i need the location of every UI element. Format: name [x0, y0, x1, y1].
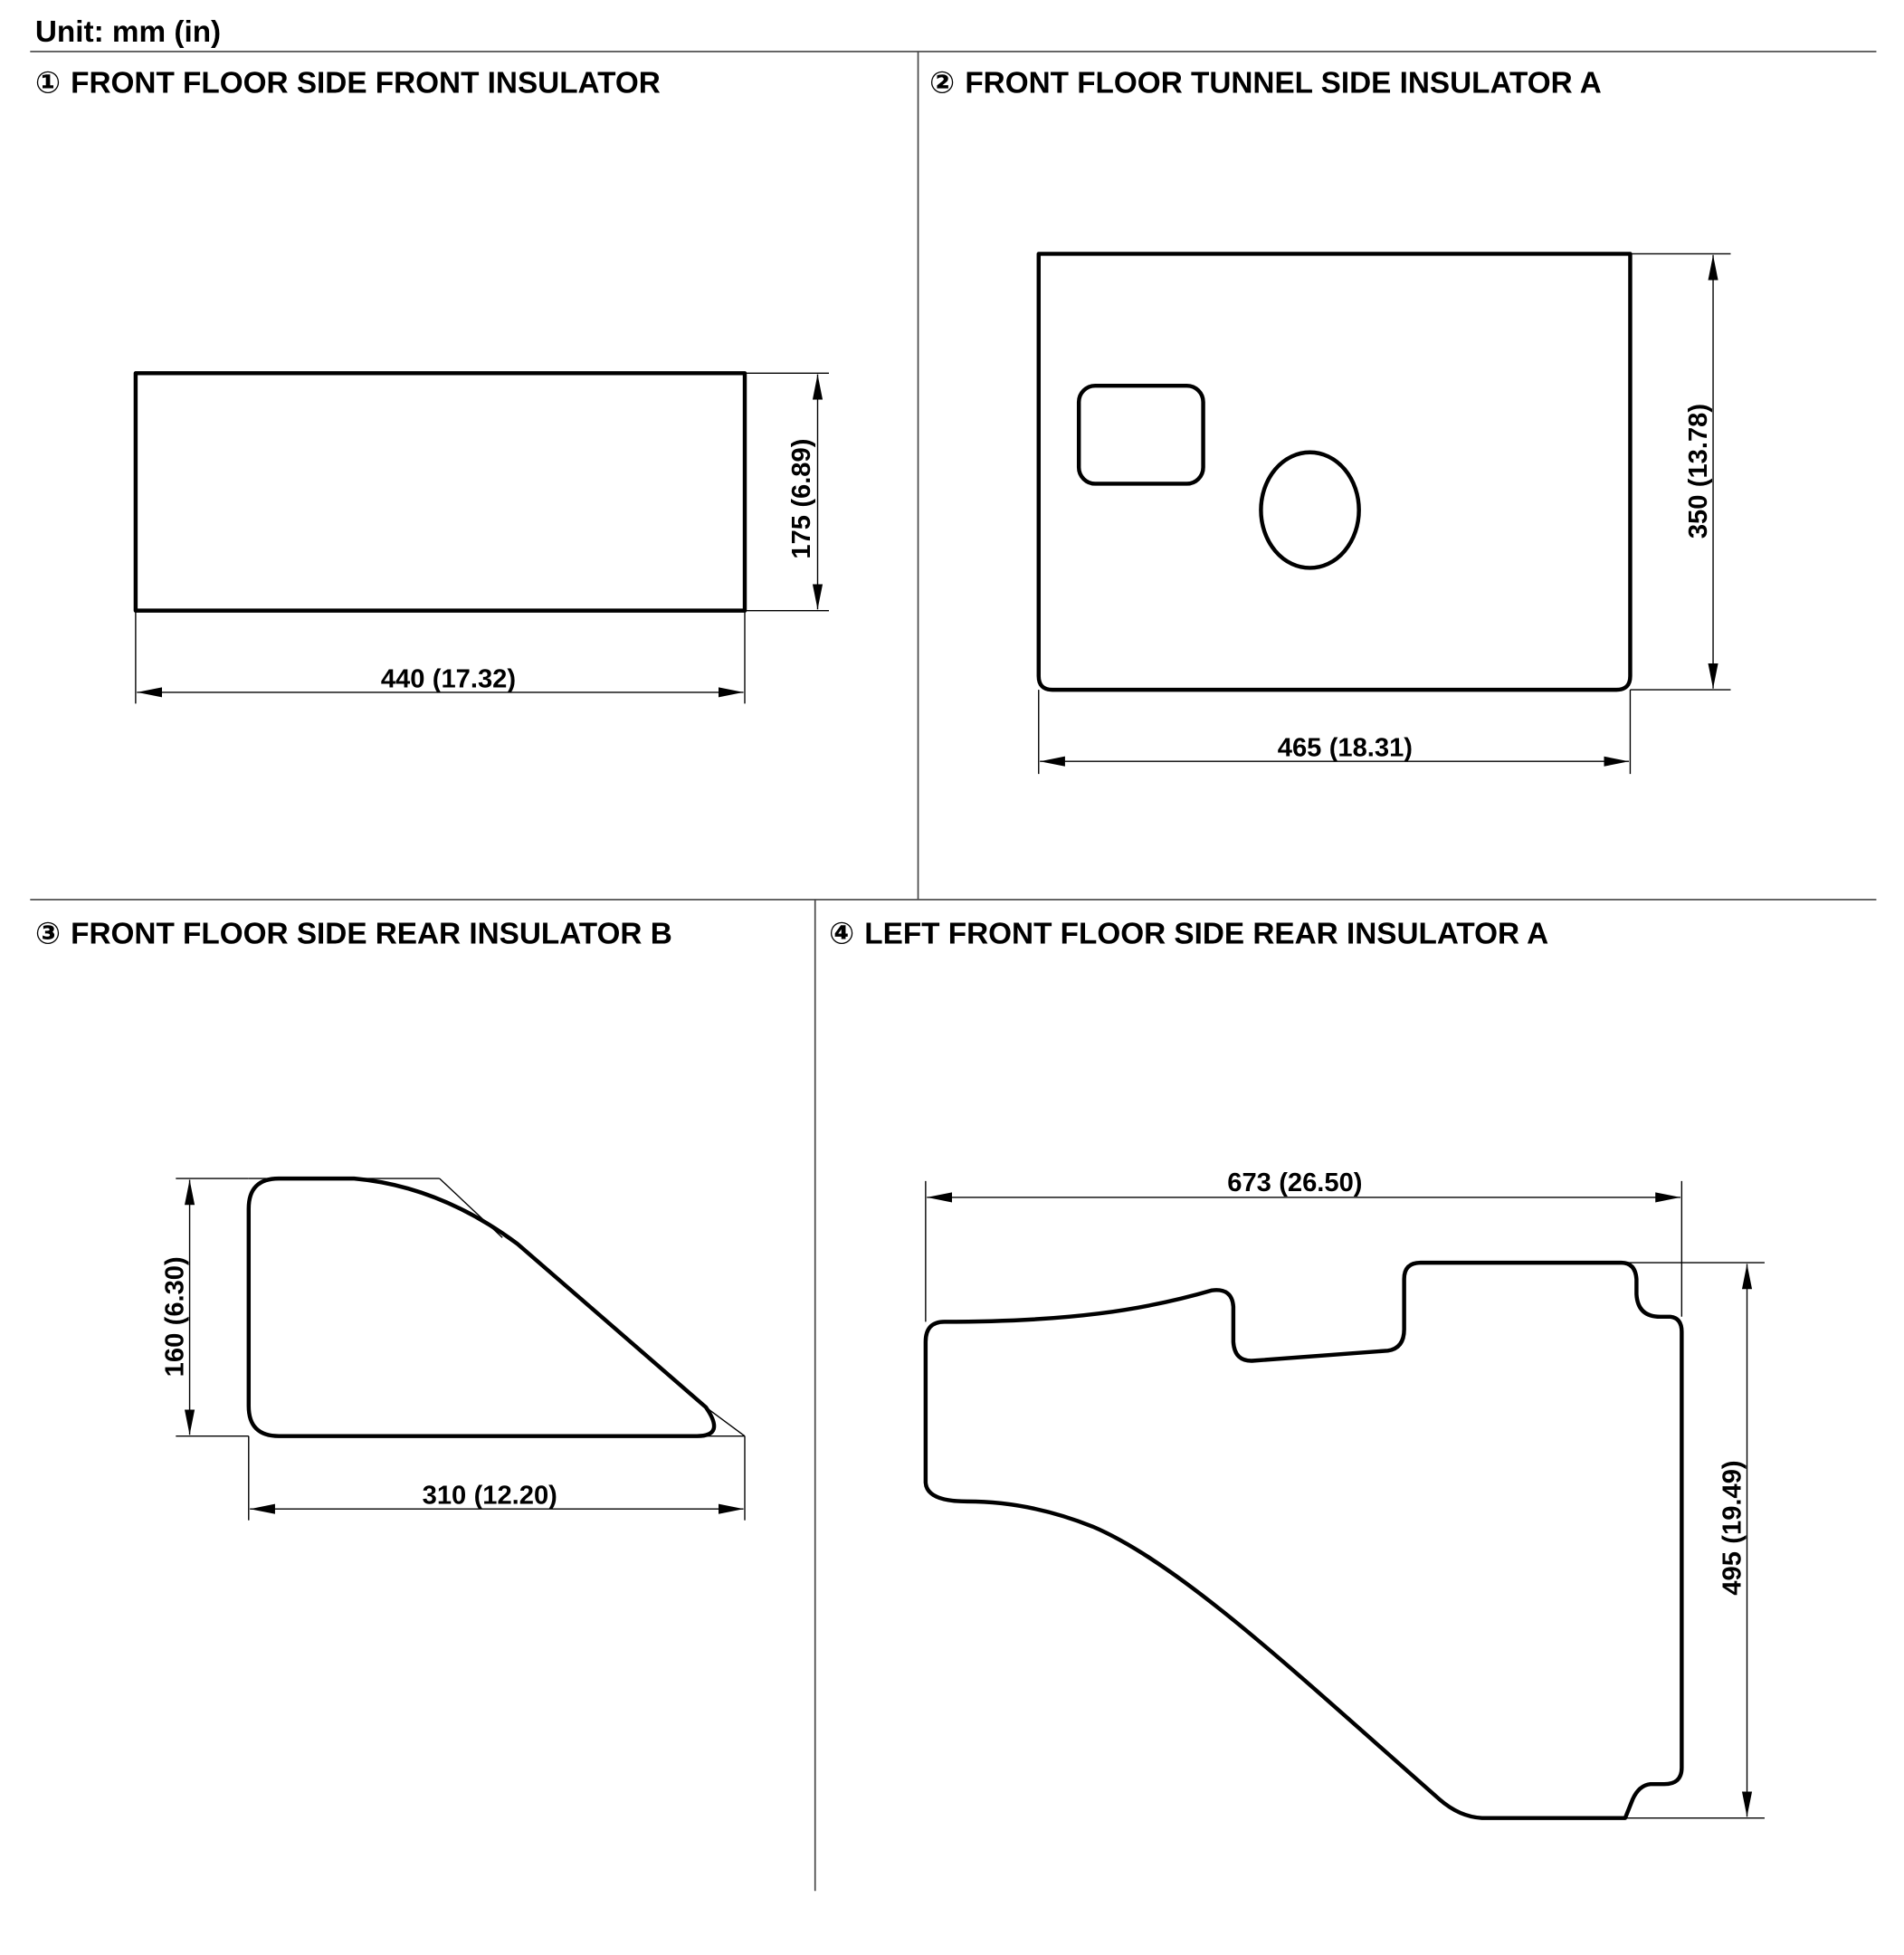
height-in: (6.30): [160, 1256, 190, 1326]
panel-front-floor-side-front-insulator: [35, 67, 829, 704]
height-mm: 350: [1684, 494, 1714, 539]
panel-4-title: [829, 918, 1548, 951]
height-in: (6.89): [787, 438, 817, 508]
panel-2-title: [929, 67, 1602, 100]
height-in: (13.78): [1684, 403, 1714, 488]
height-label: [787, 439, 816, 559]
panel-2-title-text: FRONT FLOOR TUNNEL SIDE INSULATOR A: [965, 66, 1602, 100]
tunnel-insulator-outline: [1039, 253, 1631, 690]
width-in: (26.50): [1279, 1168, 1363, 1197]
width-mm: 673: [1227, 1168, 1271, 1197]
height-mm: 160: [160, 1332, 190, 1378]
unit-label: Unit: mm (in): [34, 14, 222, 49]
width-mm: 310: [422, 1481, 467, 1511]
height-label: [1718, 1460, 1747, 1595]
panel-front-floor-tunnel-side-insulator-a: [929, 67, 1730, 774]
oval-cutout: [1261, 453, 1358, 568]
front-insulator-outline: [136, 373, 745, 610]
width-in: (17.32): [432, 664, 517, 694]
panel-4-title-text: LEFT FRONT FLOOR SIDE REAR INSULATOR A: [864, 917, 1549, 951]
construction-line: [440, 1178, 502, 1237]
height-mm: 175: [787, 515, 817, 559]
left-rear-insulator-a-outline: [926, 1263, 1681, 1818]
width-in: (18.31): [1328, 733, 1414, 763]
panel-1-number: ①: [34, 66, 62, 100]
height-label: [1684, 404, 1713, 539]
width-label: [1227, 1168, 1362, 1197]
panel-1-title-text: FRONT FLOOR SIDE FRONT INSULATOR: [71, 66, 661, 100]
panel-3-title-text: FRONT FLOOR SIDE REAR INSULATOR B: [71, 917, 672, 951]
panel-left-front-floor-side-rear-insulator-a: [829, 918, 1765, 1818]
panel-3-number: ③: [34, 917, 62, 951]
panel-2-number: ②: [929, 66, 956, 100]
panel-3-title: [35, 918, 672, 951]
width-mm: 440: [380, 664, 425, 694]
rectangular-cutout: [1079, 386, 1203, 483]
panel-1-title: [35, 67, 661, 100]
width-label: [381, 664, 516, 693]
height-mm: 495: [1718, 1551, 1747, 1596]
width-in: (12.20): [473, 1481, 557, 1511]
panel-4-number: ④: [828, 917, 855, 951]
width-label: [423, 1482, 557, 1511]
panel-front-floor-side-rear-insulator-b: [35, 918, 745, 1521]
width-label: [1278, 734, 1413, 763]
height-label: [161, 1256, 190, 1377]
height-in: (19.49): [1718, 1460, 1747, 1544]
width-mm: 465: [1277, 733, 1322, 763]
